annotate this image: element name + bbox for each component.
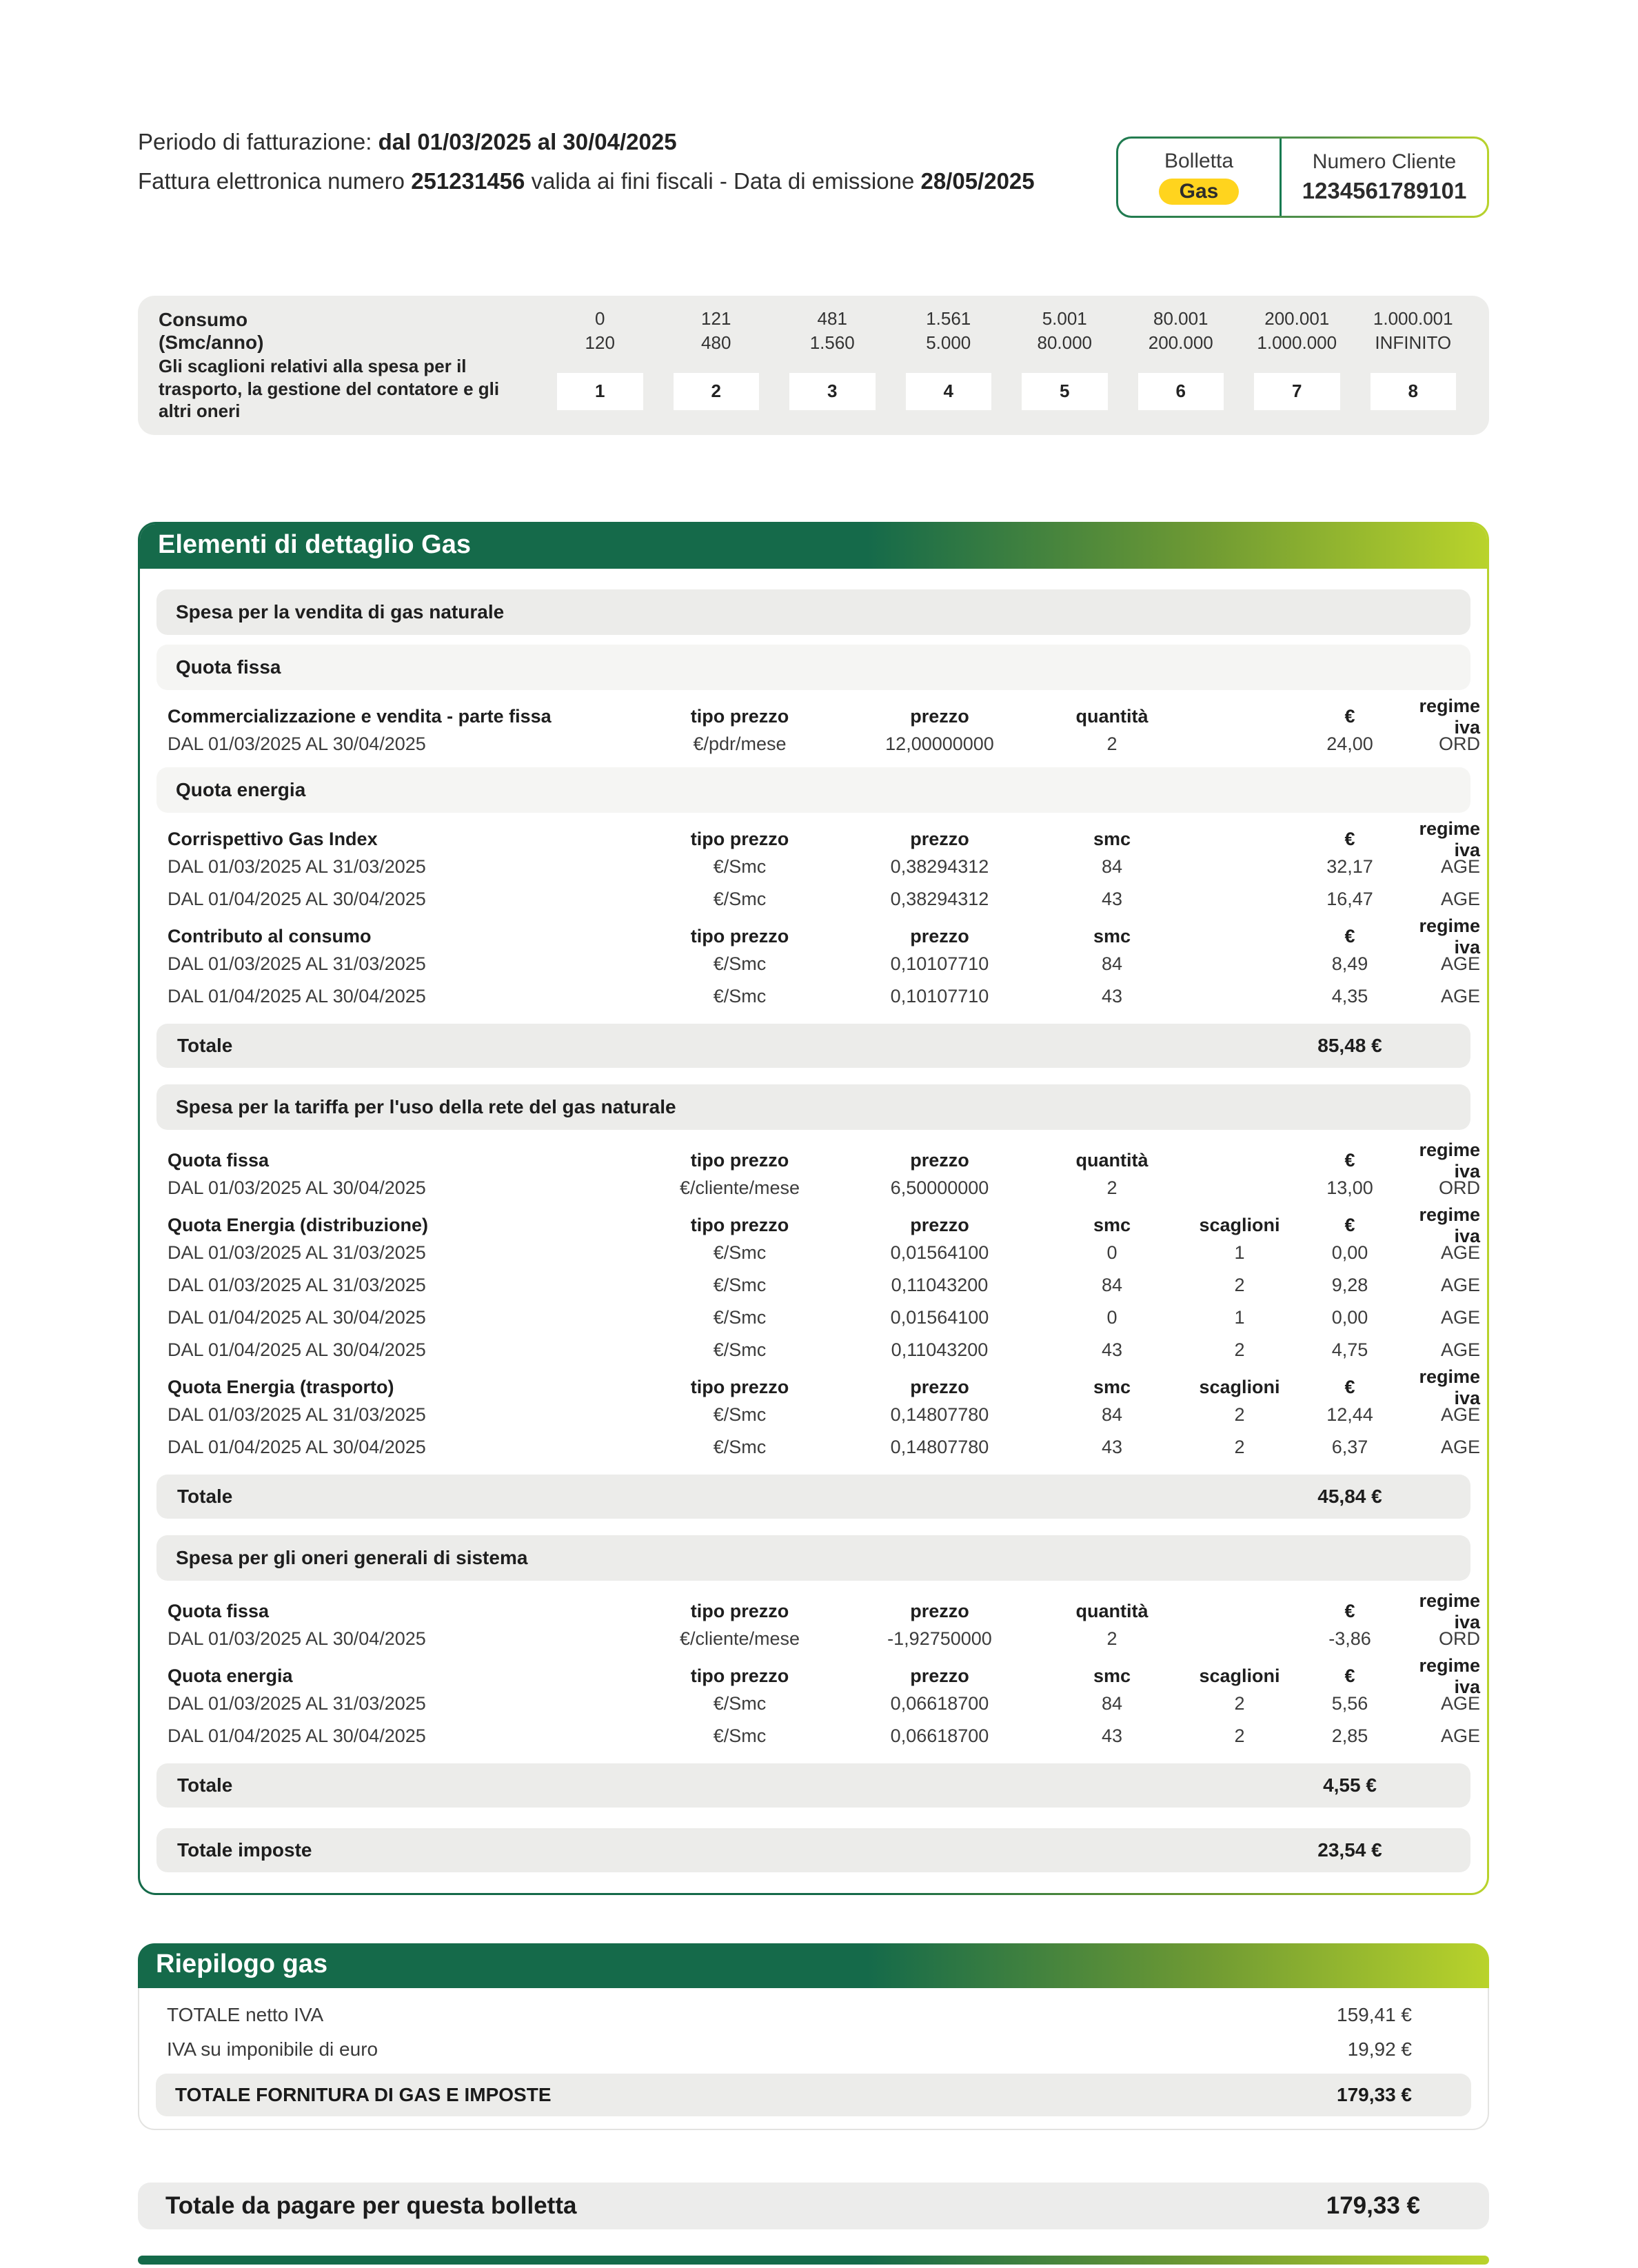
table-row: DAL 01/04/2025 AL 30/04/2025 €/Smc 0,10107710 43 4,35 AGE <box>168 985 1480 1006</box>
section-total-rete: Totale 45,84 € <box>156 1475 1470 1519</box>
client-number-label: Numero Cliente <box>1312 150 1457 173</box>
tier-range: 200.001 1.000.000 <box>1257 308 1337 354</box>
table-row: DAL 01/04/2025 AL 30/04/2025 €/Smc 0,14807780 43 2 6,37 AGE <box>168 1436 1480 1457</box>
emission-date: 28/05/2025 <box>920 168 1035 194</box>
summary-total-row: TOTALE FORNITURA DI GAS E IMPOSTE 179,33 € <box>156 2074 1471 2116</box>
summary-title: Riepilogo gas <box>138 1943 1489 1988</box>
gas-detail-section <box>138 522 1489 1895</box>
table-row: DAL 01/03/2025 AL 31/03/2025 €/Smc 0,11043200 84 2 9,28 AGE <box>168 1274 1480 1295</box>
total-to-pay-value: 179,33 € <box>1326 2191 1420 2219</box>
table-row: DAL 01/04/2025 AL 30/04/2025 €/Smc 0,01564100 0 1 0,00 AGE <box>168 1306 1480 1328</box>
table-header: Quota Energia (distribuzione) tipo prezzo prezzo smc scaglioni € regime iva <box>168 1204 1480 1246</box>
table-row: DAL 01/03/2025 AL 31/03/2025 €/Smc 0,06618700 84 2 5,56 AGE <box>168 1692 1480 1714</box>
tier-number: 3 <box>789 373 876 410</box>
table-header: Contributo al consumo tipo prezzo prezzo smc € regime iva <box>168 915 1480 958</box>
table-header: Commercializzazione e vendita - parte fissa tipo prezzo prezzo quantità € regime iva <box>168 695 1480 738</box>
consumption-ranges-row <box>159 307 1471 355</box>
bill-type-box <box>1116 136 1489 218</box>
gas-badge: Gas <box>1159 179 1240 205</box>
billing-period-label: Periodo di fatturazione: <box>138 129 372 154</box>
section-total-oneri: Totale 4,55 € <box>156 1763 1470 1808</box>
total-to-pay-label: Totale da pagare per questa bolletta <box>165 2191 577 2219</box>
tier-number: 7 <box>1254 373 1340 410</box>
section-total-vendita: Totale 85,48 € <box>156 1024 1470 1068</box>
consumption-label: Consumo (Smc/anno) <box>159 308 264 354</box>
table-row: DAL 01/03/2025 AL 31/03/2025 €/Smc 0,14807780 84 2 12,44 AGE <box>168 1404 1480 1425</box>
detail-section-title: Elementi di dettaglio Gas <box>140 524 1487 569</box>
table-header: Corrispettivo Gas Index tipo prezzo prezzo smc € regime iva <box>168 818 1480 860</box>
subtitle-quota-energia: Quota energia <box>156 767 1470 813</box>
tier-number: 8 <box>1371 373 1457 410</box>
section-title-vendita: Spesa per la vendita di gas naturale <box>156 589 1470 635</box>
summary-row: IVA su imponibile di euro 19,92 € <box>167 2038 1412 2060</box>
invoice-line <box>138 162 1035 201</box>
table-row: DAL 01/03/2025 AL 31/03/2025 €/Smc 0,38294312 84 32,17 AGE <box>168 855 1480 877</box>
tier-number: 5 <box>1022 373 1108 410</box>
section-title-rete: Spesa per la tariffa per l'uso della rete del gas naturale <box>156 1084 1470 1130</box>
client-number-cell <box>1282 139 1487 216</box>
invoice-middle: valida ai fini fiscali - Data di emissione <box>531 168 915 194</box>
table-row: DAL 01/04/2025 AL 30/04/2025 €/Smc 0,38294312 43 16,47 AGE <box>168 888 1480 909</box>
consumption-tier-numbers-row <box>159 355 1471 423</box>
tier-range: 0 120 <box>585 308 615 354</box>
table-header: Quota Energia (trasporto) tipo prezzo prezzo smc scaglioni € regime iva <box>168 1366 1480 1408</box>
table-row: DAL 01/03/2025 AL 31/03/2025 €/Smc 0,10107710 84 8,49 AGE <box>168 953 1480 974</box>
billing-period-value: dal 01/03/2025 al 30/04/2025 <box>378 129 677 154</box>
total-to-pay-box <box>138 2183 1489 2229</box>
tier-range: 1.561 5.000 <box>926 308 971 354</box>
tier-range: 1.000.001 INFINITO <box>1373 308 1453 354</box>
gas-summary-section <box>138 1943 1489 2130</box>
tier-number: 2 <box>674 373 760 410</box>
table-header: Quota fissa tipo prezzo prezzo quantità € regime iva <box>168 1590 1480 1632</box>
tier-range: 481 1.560 <box>809 308 855 354</box>
table-row: DAL 01/03/2025 AL 31/03/2025 €/Smc 0,01564100 0 1 0,00 AGE <box>168 1242 1480 1263</box>
subtitle-quota-fissa: Quota fissa <box>156 645 1470 690</box>
tiers-description: Gli scaglioni relativi alla spesa per il trasporto, la gestione del contatore e gli altri oneri <box>159 356 500 422</box>
billing-period-line <box>138 123 1035 162</box>
invoice-number: 251231456 <box>411 168 525 194</box>
tier-range: 80.001 200.000 <box>1148 308 1213 354</box>
tier-number: 4 <box>906 373 992 410</box>
bottom-accent-bar <box>138 2256 1489 2265</box>
table-row: DAL 01/04/2025 AL 30/04/2025 €/Smc 0,06618700 43 2 2,85 AGE <box>168 1725 1480 1746</box>
table-row: DAL 01/03/2025 AL 30/04/2025 €/pdr/mese 12,00000000 2 24,00 ORD <box>168 733 1480 754</box>
table-header: Quota fissa tipo prezzo prezzo quantità € regime iva <box>168 1139 1480 1182</box>
tier-number: 6 <box>1138 373 1224 410</box>
tier-range: 121 480 <box>701 308 731 354</box>
section-title-oneri: Spesa per gli oneri generali di sistema <box>156 1535 1470 1581</box>
table-row: DAL 01/03/2025 AL 30/04/2025 €/cliente/mese 6,50000000 2 13,00 ORD <box>168 1177 1480 1198</box>
table-row: DAL 01/04/2025 AL 30/04/2025 €/Smc 0,11043200 43 2 4,75 AGE <box>168 1339 1480 1360</box>
billing-period-block <box>138 123 1035 201</box>
table-row: DAL 01/03/2025 AL 30/04/2025 €/cliente/mese -1,92750000 2 -3,86 ORD <box>168 1628 1480 1649</box>
bill-type-label: Bolletta <box>1164 150 1234 172</box>
tier-number: 1 <box>557 373 643 410</box>
tier-range: 5.001 80.000 <box>1037 308 1093 354</box>
invoice-prefix: Fattura elettronica numero <box>138 168 405 194</box>
table-header: Quota energia tipo prezzo prezzo smc scaglioni € regime iva <box>168 1654 1480 1697</box>
top-header <box>138 0 1489 218</box>
total-imposte: Totale imposte 23,54 € <box>156 1828 1470 1872</box>
consumption-tiers-box <box>138 296 1489 435</box>
bill-type-cell <box>1118 139 1280 216</box>
client-number-value: 1234561789101 <box>1302 178 1467 203</box>
summary-row: TOTALE netto IVA 159,41 € <box>167 2003 1412 2025</box>
